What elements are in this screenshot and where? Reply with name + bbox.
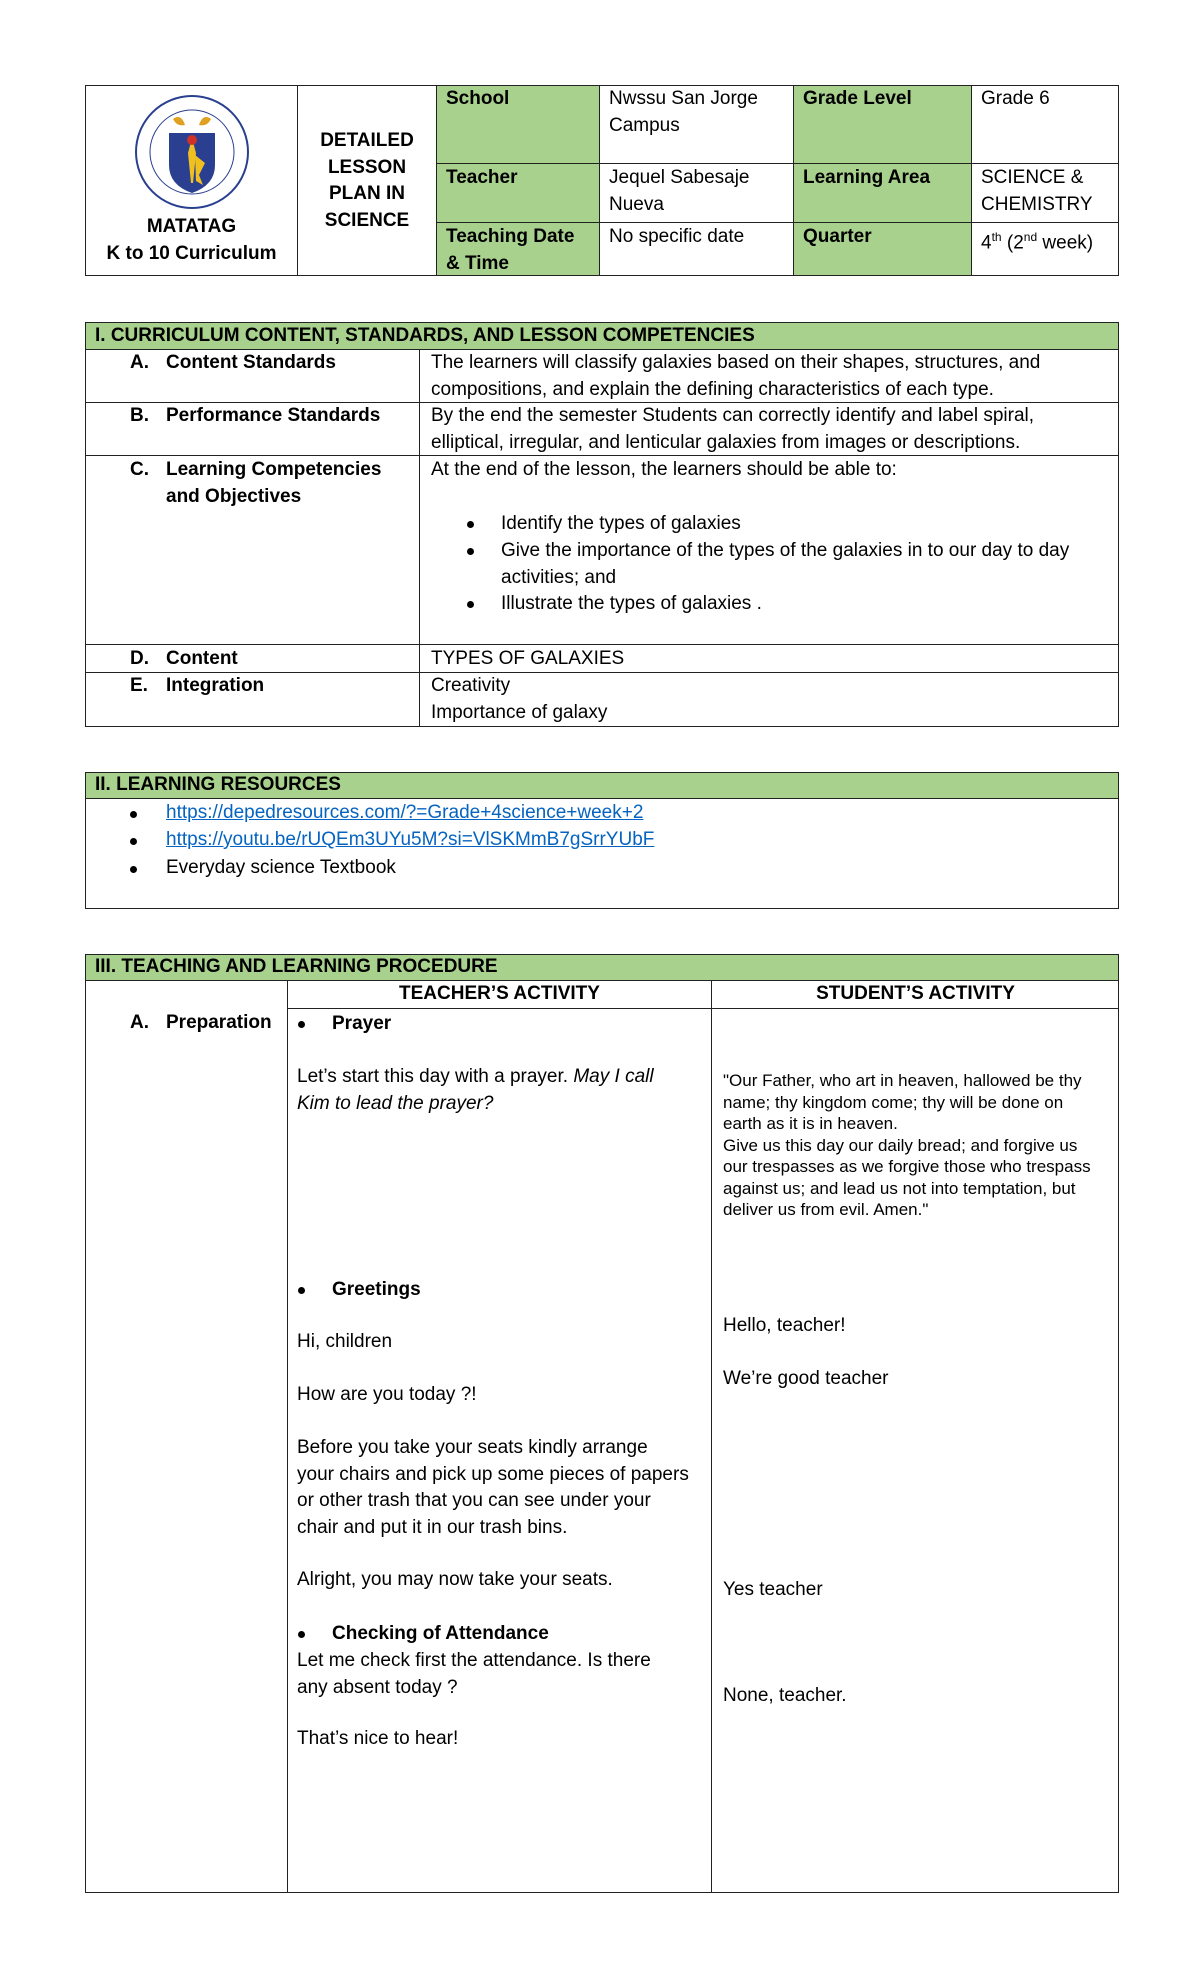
competencies-label <box>166 457 381 510</box>
text-line: chair and put it in our trash bins. <box>297 1516 568 1538</box>
content-standards-label: Content Standards <box>166 352 336 373</box>
superscript: th <box>991 230 1002 244</box>
title-line: LESSON <box>327 156 407 178</box>
learning-area-value <box>981 165 1093 218</box>
text: (2 <box>1001 232 1024 254</box>
title-line: DETAILED <box>320 130 414 151</box>
quarter-value <box>981 224 1093 257</box>
text-line: deliver us from evil. Amen." <box>723 1200 929 1219</box>
bullet-icon <box>298 1287 305 1294</box>
teacher-label: Teacher <box>446 167 518 188</box>
teacher-line: Hi, children <box>297 1331 393 1352</box>
bullet-icon <box>467 601 474 608</box>
resource-link-youtube[interactable]: https://youtu.be/rUQEm3UYu5M?si=VlSKMmB7gSrrYUbF <box>166 829 655 850</box>
performance-standards-label: Performance Standards <box>166 405 381 426</box>
content-standards-text <box>431 350 1040 403</box>
text-line: Give us this day our daily bread; and forgive us <box>723 1135 1078 1155</box>
text-line: earth as it is in heaven. <box>723 1114 898 1133</box>
attendance-heading: Checking of Attendance <box>332 1623 549 1644</box>
quarter-label: Quarter <box>803 226 872 247</box>
resource-link-deped[interactable]: https://depedresources.com/?=Grade+4science+week+2 <box>166 802 644 823</box>
integration-text <box>431 673 607 726</box>
prayer-response <box>723 1070 1091 1221</box>
text: week) <box>1037 232 1094 254</box>
text-line: Before you take your seats kindly arrange <box>297 1437 648 1458</box>
text-line: SCIENCE & <box>981 167 1084 188</box>
student-line: Hello, teacher! <box>723 1315 846 1336</box>
bullet-icon <box>298 1021 305 1028</box>
teaching-date-label <box>446 224 574 277</box>
content-text: TYPES OF GALAXIES <box>431 648 625 669</box>
row-c-letter: C. <box>130 459 149 480</box>
preparation-label: Preparation <box>166 1012 272 1033</box>
text-line: your chairs and pick up some pieces of papers <box>297 1463 689 1485</box>
objective-item <box>501 538 1069 591</box>
text-line: activities; and <box>501 566 617 588</box>
text-line: CHEMISTRY <box>981 193 1093 215</box>
text-line: Creativity <box>431 675 511 696</box>
school-label: School <box>446 88 510 109</box>
text-line: "Our Father, who art in heaven, hallowed be thy <box>723 1071 1082 1090</box>
text-line: Let me check first the attendance. Is there <box>297 1650 651 1671</box>
text-line: Learning Competencies <box>166 459 382 480</box>
integration-label: Integration <box>166 675 265 696</box>
text-line: Teaching Date <box>446 226 575 247</box>
row-a-letter: A. <box>130 1012 149 1033</box>
school-value <box>609 86 758 139</box>
deped-seal-logo <box>133 93 251 211</box>
section-2-title: II. LEARNING RESOURCES <box>95 774 341 795</box>
teacher-line: Alright, you may now take your seats. <box>297 1569 613 1590</box>
text-line: Give the importance of the types of the galaxies in to our day to day <box>501 540 1070 561</box>
section-3-title: III. TEACHING AND LEARNING PROCEDURE <box>95 956 498 977</box>
performance-standards-text <box>431 403 1034 456</box>
title-line: SCIENCE <box>324 209 410 231</box>
text: May I call <box>573 1066 654 1087</box>
grade-level-value: Grade 6 <box>981 88 1050 109</box>
resource-textbook: Everyday science Textbook <box>166 857 396 878</box>
document-title <box>298 128 436 234</box>
teaching-date-value: No specific date <box>609 226 745 247</box>
student-activity-header: STUDENT’S ACTIVITY <box>816 983 1015 1004</box>
text-line: our trespasses as we forgive those who trespass <box>723 1157 1091 1176</box>
content-label: Content <box>166 648 238 669</box>
teacher-line: How are you today ?! <box>297 1384 477 1405</box>
text-line: or other trash that you can see under your <box>297 1490 651 1511</box>
student-line: None, teacher. <box>723 1685 847 1706</box>
learning-area-label: Learning Area <box>803 167 931 188</box>
greetings-heading: Greetings <box>332 1279 421 1300</box>
grade-level-label: Grade Level <box>803 88 912 109</box>
bullet-icon <box>467 548 474 555</box>
text-line: against us; and lead us not into temptation, but <box>723 1178 1076 1198</box>
objective-item: Illustrate the types of galaxies . <box>501 593 762 614</box>
row-a-letter: A. <box>130 352 149 373</box>
text-line: name; thy kingdom come; thy will be done on <box>723 1092 1064 1112</box>
text-line: and Objectives <box>166 485 302 507</box>
curriculum-name: MATATAG <box>146 216 237 237</box>
superscript: nd <box>1023 230 1038 244</box>
text-line: Importance of galaxy <box>431 701 608 723</box>
bullet-icon <box>298 1631 305 1638</box>
bullet-icon <box>130 866 137 873</box>
student-line: We’re good teacher <box>723 1368 889 1389</box>
text-line: Jequel Sabesaje <box>609 167 750 188</box>
bullet-icon <box>130 811 137 818</box>
text-line: The learners will classify galaxies based on their shapes, structures, and <box>431 352 1041 373</box>
text-line: & Time <box>446 252 510 274</box>
teacher-line <box>297 1648 651 1701</box>
text-line: any absent today ? <box>297 1676 458 1698</box>
text-line: Nwssu San Jorge <box>609 88 758 109</box>
row-d-letter: D. <box>130 648 149 669</box>
competencies-intro: At the end of the lesson, the learners should be able to: <box>431 459 897 480</box>
objective-item: Identify the types of galaxies <box>501 513 741 534</box>
bullet-icon <box>467 521 474 528</box>
text: 4 <box>981 232 992 254</box>
text: Kim to lead the prayer? <box>297 1092 494 1114</box>
text-line: Nueva <box>609 193 664 215</box>
prayer-instruction <box>297 1064 654 1117</box>
teacher-line <box>297 1435 689 1541</box>
text: Let’s start this day with a prayer. <box>297 1066 574 1087</box>
student-line: Yes teacher <box>723 1579 823 1600</box>
row-e-letter: E. <box>130 675 148 696</box>
teacher-activity-header: TEACHER’S ACTIVITY <box>399 983 600 1004</box>
curriculum-subtitle: K to 10 Curriculum <box>106 242 277 264</box>
text-line: By the end the semester Students can correctly identify and label spiral, <box>431 405 1035 426</box>
prayer-heading: Prayer <box>332 1013 392 1034</box>
teacher-value <box>609 165 750 218</box>
title-line: PLAN IN <box>329 183 405 204</box>
text-line: Campus <box>609 114 680 136</box>
teacher-line: That’s nice to hear! <box>297 1728 459 1749</box>
text-line: elliptical, irregular, and lenticular galaxies from images or descriptions. <box>431 431 1021 453</box>
text-line: compositions, and explain the defining characteristics of each type. <box>431 378 994 400</box>
row-b-letter: B. <box>130 405 149 426</box>
section-1-title: I. CURRICULUM CONTENT, STANDARDS, AND LESSON COMPETENCIES <box>95 325 755 346</box>
bullet-icon <box>130 838 137 845</box>
